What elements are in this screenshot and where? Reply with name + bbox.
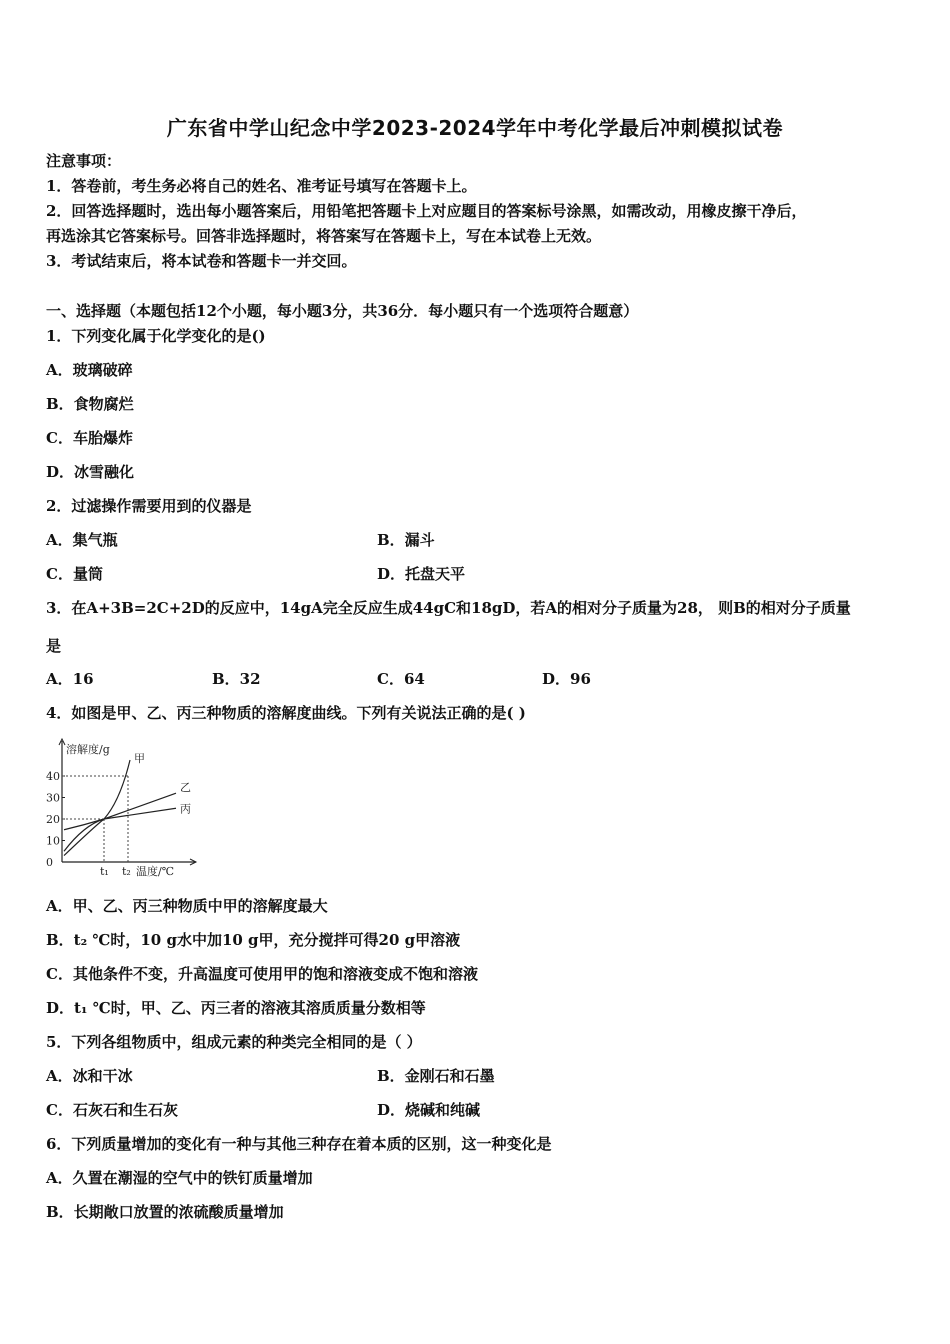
y-tick-label: 40 xyxy=(46,770,60,783)
question-option: A．集气瓶 xyxy=(46,531,118,549)
y-tick-label: 20 xyxy=(46,813,60,826)
question-stem: 4．如图是甲、乙、丙三种物质的溶解度曲线。下列有关说法正确的是( ) xyxy=(46,704,526,722)
question-option: B．金刚石和石墨 xyxy=(377,1067,495,1085)
question-stem: 3．在A+3B=2C+2D的反应中，14gA完全反应生成44gC和18gD，若A的相对分子质量为28， 则B的相对分子质量 xyxy=(46,599,851,617)
question-option: C．量筒 xyxy=(46,565,103,583)
question-stem: 6．下列质量增加的变化有一种与其他三种存在着本质的区别，这一种变化是 xyxy=(46,1135,552,1153)
question-stem: 1．下列变化属于化学变化的是() xyxy=(46,327,266,345)
question-option: D．96 xyxy=(542,670,591,688)
y-axis-label: 溶解度/g xyxy=(66,743,110,756)
question-option: A．甲、乙、丙三种物质中甲的溶解度最大 xyxy=(46,897,328,915)
series-curve-乙 xyxy=(64,793,176,851)
x-tick-label: t₁ xyxy=(100,865,109,878)
question-option: D．托盘天平 xyxy=(377,565,466,583)
notice-item: 3．考试结束后，将本试卷和答题卡一并交回。 xyxy=(46,252,357,270)
notice-heading: 注意事项： xyxy=(46,152,122,170)
page-title: 广东省中学山纪念中学2023-2024学年中考化学最后冲刺模拟试卷 xyxy=(166,116,784,140)
question-option: A．久置在潮湿的空气中的铁钉质量增加 xyxy=(46,1169,313,1187)
series-label: 乙 xyxy=(180,781,191,795)
question-option: B．32 xyxy=(212,670,261,688)
notice-item: 再选涂其它答案标号。回答非选择题时，将答案写在答题卡上，写在本试卷上无效。 xyxy=(46,227,602,245)
question-stem-continued: 是 xyxy=(46,637,62,655)
x-tick-label: t₂ xyxy=(122,865,131,878)
question-option: B．漏斗 xyxy=(377,531,435,549)
question-option: A．玻璃破碎 xyxy=(46,361,133,379)
notice-item: 2．回答选择题时，选出每小题答案后，用铅笔把答题卡上对应题目的答案标号涂黑，如需改动，用橡皮擦干净后， xyxy=(46,202,807,220)
question-stem: 2．过滤操作需要用到的仪器是 xyxy=(46,497,252,515)
y-tick-label: 30 xyxy=(46,791,60,805)
question-option: C．石灰石和生石灰 xyxy=(46,1101,178,1119)
question-option: C．64 xyxy=(377,670,425,688)
question-option: A．冰和干冰 xyxy=(46,1067,133,1085)
question-option: D．冰雪融化 xyxy=(46,463,135,481)
series-curve-甲 xyxy=(64,760,130,856)
y-tick-label: 0 xyxy=(46,856,53,869)
question-option: D．烧碱和纯碱 xyxy=(377,1101,481,1119)
question-option: D．t₁ ℃时，甲、乙、丙三者的溶液其溶质质量分数相等 xyxy=(46,999,426,1017)
section-heading: 一、选择题（本题包括12个小题，每小题3分，共36分．每小题只有一个选项符合题意） xyxy=(46,302,639,320)
question-option: B．t₂ ℃时，10 g水中加10 g甲，充分搅拌可得20 g甲溶液 xyxy=(46,931,461,949)
question-option: B．长期敞口放置的浓硫酸质量增加 xyxy=(46,1203,284,1221)
y-tick-label: 10 xyxy=(46,834,60,848)
question-option: C．车胎爆炸 xyxy=(46,429,133,447)
series-label: 丙 xyxy=(180,802,191,816)
notice-item: 1．答卷前，考生务必将自己的姓名、准考证号填写在答题卡上。 xyxy=(46,177,477,195)
series-curve-丙 xyxy=(64,808,176,830)
question-option: A．16 xyxy=(46,670,94,688)
question-option: C．其他条件不变，升高温度可使用甲的饱和溶液变成不饱和溶液 xyxy=(46,965,478,983)
question-option: B．食物腐烂 xyxy=(46,395,134,413)
series-label: 甲 xyxy=(134,752,145,765)
x-axis-label: 温度/℃ xyxy=(136,865,175,878)
solubility-chart xyxy=(46,735,206,885)
question-stem: 5．下列各组物质中，组成元素的种类完全相同的是（ ） xyxy=(46,1033,422,1051)
